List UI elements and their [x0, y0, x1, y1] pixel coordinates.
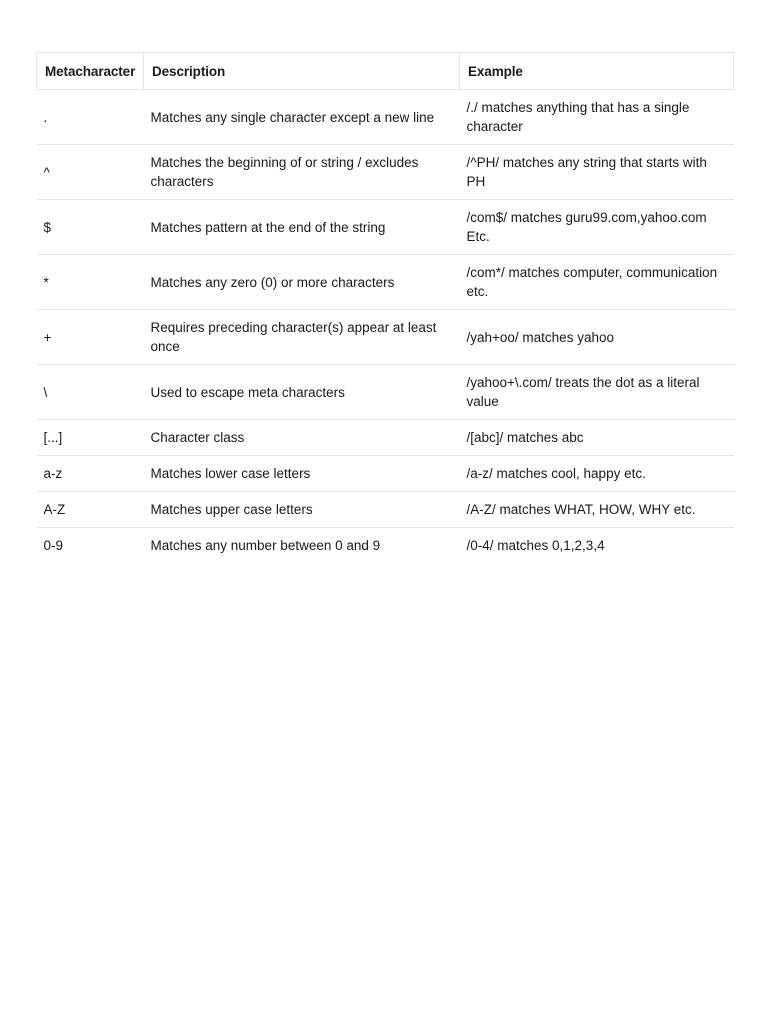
example-cell: /com*/ matches computer, communication etc. [460, 255, 734, 310]
description-cell: Matches any single character except a new line [144, 90, 460, 145]
description-cell: Matches upper case letters [144, 492, 460, 528]
table-row [37, 365, 734, 420]
header-description: Description [144, 53, 460, 90]
example-cell: /[abc]/ matches abc [460, 420, 734, 456]
example-cell: /com$/ matches guru99.com,yahoo.com Etc. [460, 200, 734, 255]
header-metacharacter: Metacharacter [37, 53, 144, 90]
metacharacter-cell: a-z [37, 456, 144, 492]
example-cell: /./ matches anything that has a single character [460, 90, 734, 145]
description-cell: Character class [144, 420, 460, 456]
example-cell: /0-4/ matches 0,1,2,3,4 [460, 528, 734, 564]
table-row [37, 145, 734, 200]
example-cell: /A-Z/ matches WHAT, HOW, WHY etc. [460, 492, 734, 528]
description-cell: Matches pattern at the end of the string [144, 200, 460, 255]
example-cell: /yahoo+\.com/ treats the dot as a literal value [460, 365, 734, 420]
metacharacter-cell: \ [37, 365, 144, 420]
description-cell: Matches any number between 0 and 9 [144, 528, 460, 564]
metacharacter-cell: 0-9 [37, 528, 144, 564]
example-cell: /a-z/ matches cool, happy etc. [460, 456, 734, 492]
description-cell: Used to escape meta characters [144, 365, 460, 420]
table-row [37, 456, 734, 492]
table-row [37, 255, 734, 310]
metacharacter-cell: $ [37, 200, 144, 255]
metacharacter-cell: * [37, 255, 144, 310]
example-cell: /yah+oo/ matches yahoo [460, 310, 734, 365]
table-row [37, 492, 734, 528]
metacharacter-cell: + [37, 310, 144, 365]
table-row [37, 310, 734, 365]
table-header-row [37, 53, 734, 90]
metacharacter-cell: . [37, 90, 144, 145]
metacharacter-table [36, 52, 734, 563]
example-cell: /^PH/ matches any string that starts with PH [460, 145, 734, 200]
table-row [37, 420, 734, 456]
metacharacter-cell: A-Z [37, 492, 144, 528]
description-cell: Requires preceding character(s) appear at least once [144, 310, 460, 365]
metacharacter-cell: [...] [37, 420, 144, 456]
description-cell: Matches any zero (0) or more characters [144, 255, 460, 310]
metacharacter-cell: ^ [37, 145, 144, 200]
description-cell: Matches lower case letters [144, 456, 460, 492]
table-row [37, 90, 734, 145]
table-row [37, 528, 734, 564]
table-row [37, 200, 734, 255]
description-cell: Matches the beginning of or string / excludes characters [144, 145, 460, 200]
header-example: Example [460, 53, 734, 90]
